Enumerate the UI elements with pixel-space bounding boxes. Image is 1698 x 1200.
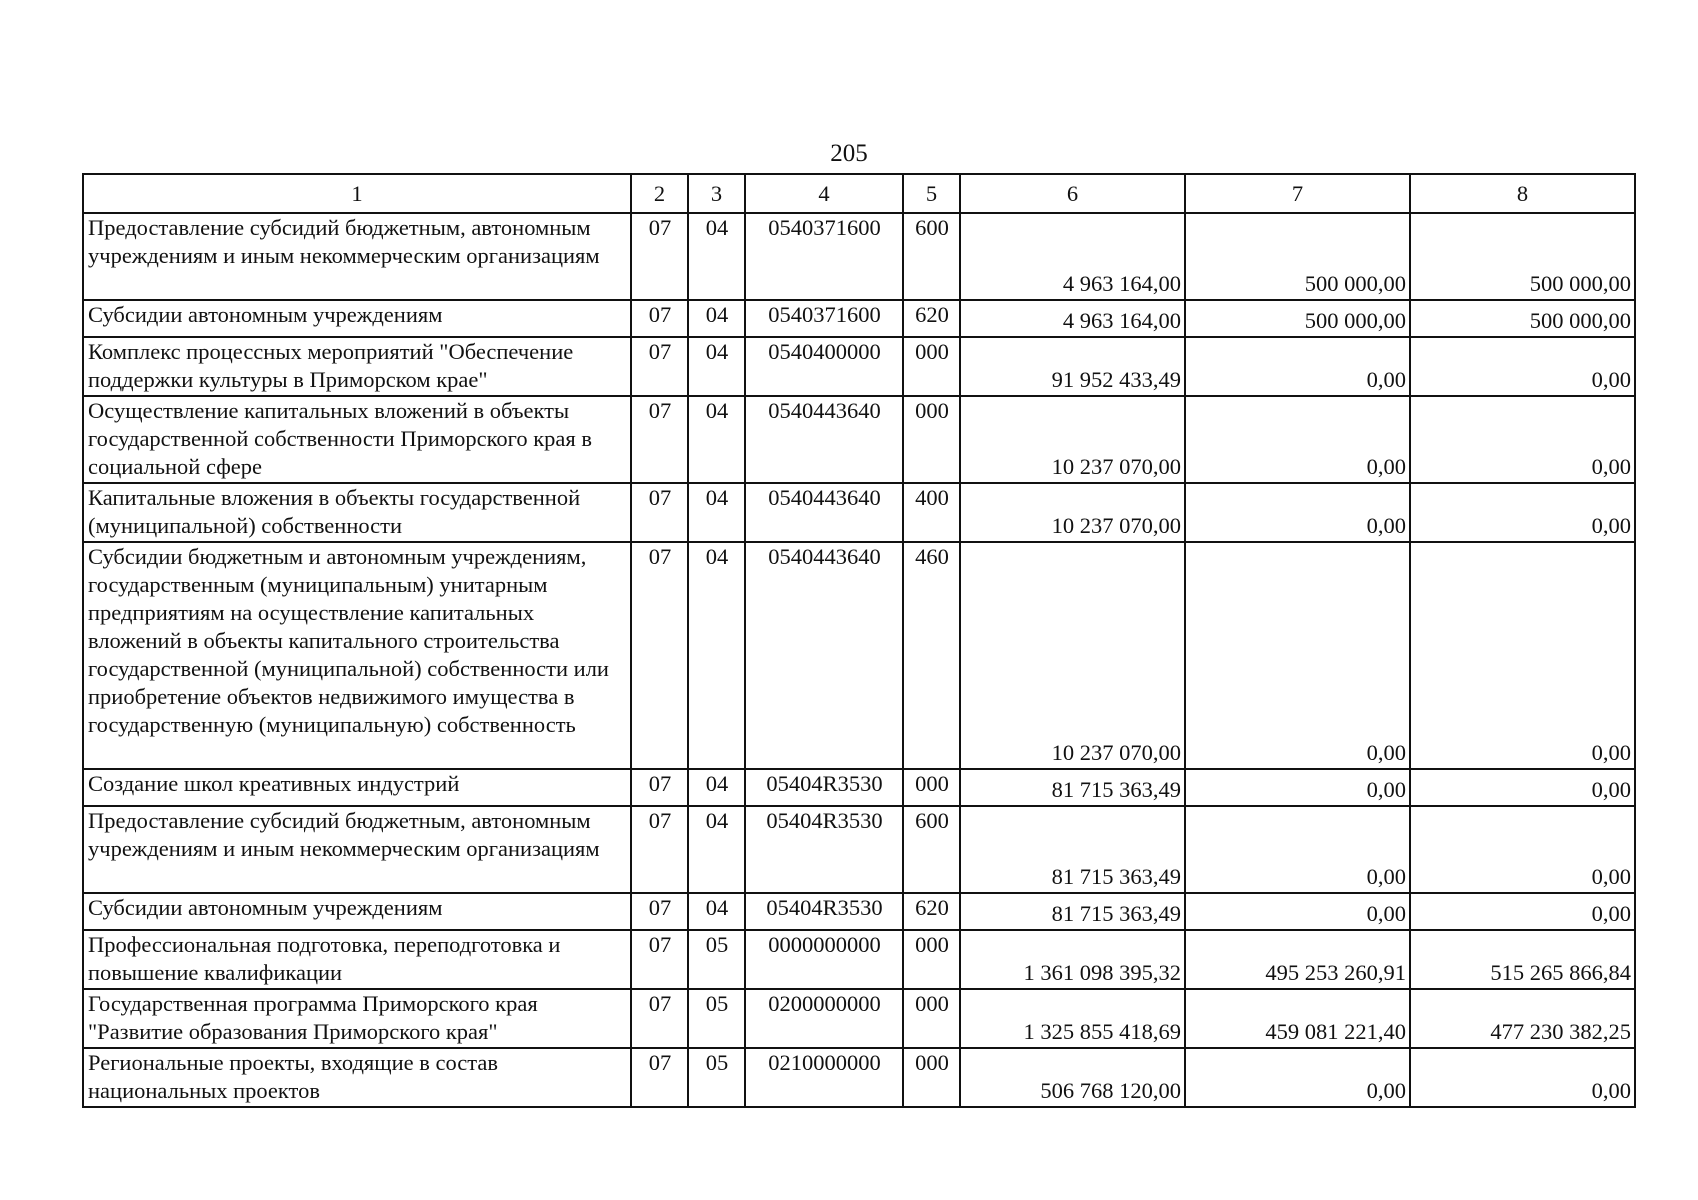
section-code: 07 bbox=[631, 542, 688, 769]
column-header: 7 bbox=[1185, 174, 1410, 213]
amount-col7: 0,00 bbox=[1185, 806, 1410, 893]
section-code: 07 bbox=[631, 989, 688, 1048]
amount-col6: 10 237 070,00 bbox=[960, 542, 1185, 769]
amount-col8: 0,00 bbox=[1410, 769, 1635, 806]
row-name: Субсидии автономным учреждениям bbox=[83, 893, 631, 930]
target-article-code: 0540400000 bbox=[745, 337, 903, 396]
column-header: 3 bbox=[688, 174, 745, 213]
amount-col8: 477 230 382,25 bbox=[1410, 989, 1635, 1048]
expense-type-code: 000 bbox=[903, 396, 960, 483]
expense-type-code: 620 bbox=[903, 300, 960, 337]
amount-col6: 81 715 363,49 bbox=[960, 806, 1185, 893]
table-row bbox=[83, 893, 1635, 930]
amount-col6: 91 952 433,49 bbox=[960, 337, 1185, 396]
table-row bbox=[83, 300, 1635, 337]
table-row bbox=[83, 337, 1635, 396]
amount-col8: 0,00 bbox=[1410, 1048, 1635, 1107]
section-code: 07 bbox=[631, 893, 688, 930]
target-article-code: 0200000000 bbox=[745, 989, 903, 1048]
header-row bbox=[83, 174, 1635, 213]
subsection-code: 04 bbox=[688, 769, 745, 806]
subsection-code: 05 bbox=[688, 1048, 745, 1107]
table-row bbox=[83, 806, 1635, 893]
amount-col8: 0,00 bbox=[1410, 483, 1635, 542]
expense-type-code: 000 bbox=[903, 769, 960, 806]
row-name: Предоставление субсидий бюджетным, автономным учреждениям и иным некоммерческим организациям bbox=[83, 213, 631, 300]
subsection-code: 05 bbox=[688, 930, 745, 989]
section-code: 07 bbox=[631, 337, 688, 396]
row-name: Капитальные вложения в объекты государственной (муниципальной) собственности bbox=[83, 483, 631, 542]
amount-col8: 500 000,00 bbox=[1410, 213, 1635, 300]
amount-col7: 0,00 bbox=[1185, 769, 1410, 806]
target-article-code: 0540443640 bbox=[745, 483, 903, 542]
subsection-code: 04 bbox=[688, 396, 745, 483]
subsection-code: 05 bbox=[688, 989, 745, 1048]
table-row bbox=[83, 1048, 1635, 1107]
amount-col6: 81 715 363,49 bbox=[960, 893, 1185, 930]
budget-table bbox=[82, 173, 1636, 1108]
target-article-code: 0540443640 bbox=[745, 542, 903, 769]
amount-col7: 0,00 bbox=[1185, 1048, 1410, 1107]
section-code: 07 bbox=[631, 300, 688, 337]
column-header: 2 bbox=[631, 174, 688, 213]
amount-col8: 500 000,00 bbox=[1410, 300, 1635, 337]
section-code: 07 bbox=[631, 806, 688, 893]
column-header: 8 bbox=[1410, 174, 1635, 213]
section-code: 07 bbox=[631, 1048, 688, 1107]
row-name: Предоставление субсидий бюджетным, автономным учреждениям и иным некоммерческим организациям bbox=[83, 806, 631, 893]
table-row bbox=[83, 930, 1635, 989]
amount-col7: 0,00 bbox=[1185, 337, 1410, 396]
amount-col6: 4 963 164,00 bbox=[960, 300, 1185, 337]
expense-type-code: 000 bbox=[903, 1048, 960, 1107]
subsection-code: 04 bbox=[688, 213, 745, 300]
row-name: Государственная программа Приморского края "Развитие образования Приморского края" bbox=[83, 989, 631, 1048]
target-article-code: 0540443640 bbox=[745, 396, 903, 483]
table-row bbox=[83, 769, 1635, 806]
amount-col8: 0,00 bbox=[1410, 337, 1635, 396]
amount-col6: 10 237 070,00 bbox=[960, 396, 1185, 483]
amount-col7: 0,00 bbox=[1185, 396, 1410, 483]
column-header: 4 bbox=[745, 174, 903, 213]
page-number: 205 bbox=[830, 140, 868, 167]
subsection-code: 04 bbox=[688, 300, 745, 337]
expense-type-code: 400 bbox=[903, 483, 960, 542]
amount-col6: 1 325 855 418,69 bbox=[960, 989, 1185, 1048]
section-code: 07 bbox=[631, 396, 688, 483]
amount-col8: 0,00 bbox=[1410, 806, 1635, 893]
table-row bbox=[83, 542, 1635, 769]
subsection-code: 04 bbox=[688, 337, 745, 396]
amount-col6: 10 237 070,00 bbox=[960, 483, 1185, 542]
amount-col7: 0,00 bbox=[1185, 893, 1410, 930]
section-code: 07 bbox=[631, 930, 688, 989]
row-name: Комплекс процессных мероприятий "Обеспечение поддержки культуры в Приморском крае" bbox=[83, 337, 631, 396]
target-article-code: 0000000000 bbox=[745, 930, 903, 989]
column-header: 6 bbox=[960, 174, 1185, 213]
expense-type-code: 460 bbox=[903, 542, 960, 769]
target-article-code: 05404R3530 bbox=[745, 893, 903, 930]
section-code: 07 bbox=[631, 769, 688, 806]
target-article-code: 0540371600 bbox=[745, 213, 903, 300]
amount-col6: 4 963 164,00 bbox=[960, 213, 1185, 300]
section-code: 07 bbox=[631, 483, 688, 542]
amount-col8: 0,00 bbox=[1410, 542, 1635, 769]
column-header: 5 bbox=[903, 174, 960, 213]
amount-col6: 506 768 120,00 bbox=[960, 1048, 1185, 1107]
row-name: Профессиональная подготовка, переподготовка и повышение квалификации bbox=[83, 930, 631, 989]
amount-col7: 495 253 260,91 bbox=[1185, 930, 1410, 989]
subsection-code: 04 bbox=[688, 483, 745, 542]
subsection-code: 04 bbox=[688, 893, 745, 930]
row-name: Субсидии автономным учреждениям bbox=[83, 300, 631, 337]
amount-col7: 0,00 bbox=[1185, 542, 1410, 769]
table-row bbox=[83, 483, 1635, 542]
row-name: Осуществление капитальных вложений в объекты государственной собственности Приморского края в социальной сфере bbox=[83, 396, 631, 483]
amount-col6: 81 715 363,49 bbox=[960, 769, 1185, 806]
target-article-code: 05404R3530 bbox=[745, 806, 903, 893]
amount-col8: 515 265 866,84 bbox=[1410, 930, 1635, 989]
table-row bbox=[83, 396, 1635, 483]
expense-type-code: 000 bbox=[903, 989, 960, 1048]
row-name: Региональные проекты, входящие в состав национальных проектов bbox=[83, 1048, 631, 1107]
section-code: 07 bbox=[631, 213, 688, 300]
amount-col7: 459 081 221,40 bbox=[1185, 989, 1410, 1048]
expense-type-code: 620 bbox=[903, 893, 960, 930]
amount-col8: 0,00 bbox=[1410, 396, 1635, 483]
table-row bbox=[83, 989, 1635, 1048]
subsection-code: 04 bbox=[688, 806, 745, 893]
expense-type-code: 600 bbox=[903, 213, 960, 300]
expense-type-code: 000 bbox=[903, 930, 960, 989]
amount-col7: 500 000,00 bbox=[1185, 213, 1410, 300]
target-article-code: 05404R3530 bbox=[745, 769, 903, 806]
expense-type-code: 600 bbox=[903, 806, 960, 893]
amount-col7: 0,00 bbox=[1185, 483, 1410, 542]
target-article-code: 0540371600 bbox=[745, 300, 903, 337]
expense-type-code: 000 bbox=[903, 337, 960, 396]
target-article-code: 0210000000 bbox=[745, 1048, 903, 1107]
amount-col6: 1 361 098 395,32 bbox=[960, 930, 1185, 989]
subsection-code: 04 bbox=[688, 542, 745, 769]
amount-col7: 500 000,00 bbox=[1185, 300, 1410, 337]
table-row bbox=[83, 213, 1635, 300]
row-name: Субсидии бюджетным и автономным учреждениям, государственным (муниципальным) унитарным предприятиям на осуществление капитальных вложений в объекты капитального строительства государственной (муниципальной) собственности или приобретение объектов недвижимого имущества в государственную (муниципальную) собственность bbox=[83, 542, 631, 769]
row-name: Создание школ креативных индустрий bbox=[83, 769, 631, 806]
amount-col8: 0,00 bbox=[1410, 893, 1635, 930]
column-header: 1 bbox=[83, 174, 631, 213]
